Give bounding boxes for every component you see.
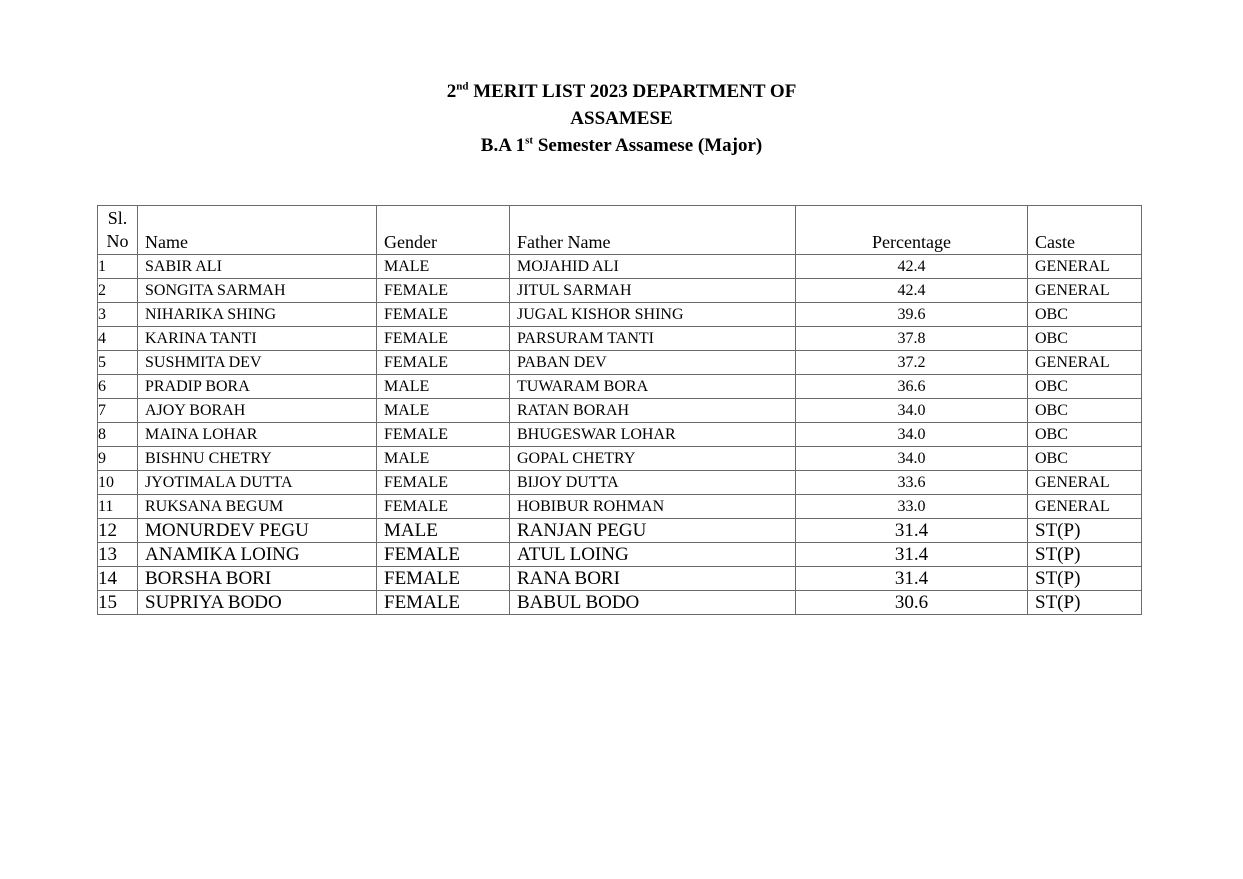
cell-sl-no: 12: [98, 519, 138, 543]
cell-gender: FEMALE: [377, 543, 510, 567]
cell-father-name: JUGAL KISHOR SHING: [510, 303, 796, 327]
table-row: [98, 375, 1142, 399]
cell-percentage: 30.6: [796, 591, 1028, 615]
col-header-caste: Caste: [1028, 206, 1142, 255]
title-prefix: 2: [446, 81, 457, 102]
cell-gender: FEMALE: [377, 591, 510, 615]
cell-father-name: PABAN DEV: [510, 351, 796, 375]
cell-gender: FEMALE: [377, 471, 510, 495]
col-header-sl-no: [98, 206, 138, 255]
cell-gender: FEMALE: [377, 495, 510, 519]
cell-sl-no: 13: [98, 543, 138, 567]
cell-father-name: BABUL BODO: [510, 591, 796, 615]
cell-gender: FEMALE: [377, 327, 510, 351]
cell-sl-no: 2: [98, 279, 138, 303]
cell-name: MAINA LOHAR: [138, 423, 377, 447]
cell-name: JYOTIMALA DUTTA: [138, 471, 377, 495]
cell-sl-no: 8: [98, 423, 138, 447]
title-line-2: ASSAMESE: [570, 108, 673, 129]
table-row: [98, 279, 1142, 303]
cell-sl-no: 14: [98, 567, 138, 591]
cell-name: SUPRIYA BODO: [138, 591, 377, 615]
table-row: [98, 591, 1142, 615]
title-line-1: [0, 78, 1243, 105]
cell-sl-no: 1: [98, 255, 138, 279]
cell-caste: GENERAL: [1028, 471, 1142, 495]
table-row: [98, 423, 1142, 447]
cell-gender: MALE: [377, 375, 510, 399]
table-body: [98, 255, 1142, 615]
cell-percentage: 42.4: [796, 255, 1028, 279]
table-row: [98, 327, 1142, 351]
cell-father-name: BIJOY DUTTA: [510, 471, 796, 495]
cell-caste: ST(P): [1028, 567, 1142, 591]
cell-name: AJOY BORAH: [138, 399, 377, 423]
cell-sl-no: 15: [98, 591, 138, 615]
cell-caste: GENERAL: [1028, 495, 1142, 519]
table-row: [98, 399, 1142, 423]
cell-percentage: 31.4: [796, 567, 1028, 591]
subtitle-superscript: st: [525, 134, 534, 147]
cell-sl-no: 4: [98, 327, 138, 351]
cell-gender: FEMALE: [377, 279, 510, 303]
cell-father-name: TUWARAM BORA: [510, 375, 796, 399]
cell-percentage: 33.0: [796, 495, 1028, 519]
cell-name: SUSHMITA DEV: [138, 351, 377, 375]
cell-gender: FEMALE: [377, 423, 510, 447]
cell-caste: ST(P): [1028, 543, 1142, 567]
cell-caste: ST(P): [1028, 519, 1142, 543]
table-row: [98, 567, 1142, 591]
subtitle-prefix: B.A 1: [480, 135, 526, 156]
table-row: [98, 351, 1142, 375]
cell-caste: OBC: [1028, 423, 1142, 447]
col-header-sl-line1: Sl.: [107, 208, 128, 228]
cell-caste: OBC: [1028, 399, 1142, 423]
cell-name: ANAMIKA LOING: [138, 543, 377, 567]
cell-gender: MALE: [377, 519, 510, 543]
title-superscript: nd: [456, 80, 469, 93]
cell-father-name: GOPAL CHETRY: [510, 447, 796, 471]
cell-gender: MALE: [377, 255, 510, 279]
cell-caste: OBC: [1028, 303, 1142, 327]
table-row: [98, 495, 1142, 519]
cell-father-name: JITUL SARMAH: [510, 279, 796, 303]
table-row: [98, 303, 1142, 327]
cell-gender: MALE: [377, 399, 510, 423]
cell-father-name: RATAN BORAH: [510, 399, 796, 423]
cell-name: RUKSANA BEGUM: [138, 495, 377, 519]
cell-percentage: 33.6: [796, 471, 1028, 495]
table-row: [98, 543, 1142, 567]
cell-father-name: RANA BORI: [510, 567, 796, 591]
cell-percentage: 34.0: [796, 399, 1028, 423]
cell-name: KARINA TANTI: [138, 327, 377, 351]
cell-caste: GENERAL: [1028, 351, 1142, 375]
cell-father-name: HOBIBUR ROHMAN: [510, 495, 796, 519]
cell-sl-no: 6: [98, 375, 138, 399]
col-header-name: Name: [138, 206, 377, 255]
cell-father-name: ATUL LOING: [510, 543, 796, 567]
cell-father-name: RANJAN PEGU: [510, 519, 796, 543]
subtitle-line: [0, 132, 1243, 159]
col-header-gender: Gender: [377, 206, 510, 255]
cell-name: BORSHA BORI: [138, 567, 377, 591]
cell-name: SONGITA SARMAH: [138, 279, 377, 303]
cell-caste: OBC: [1028, 327, 1142, 351]
cell-gender: FEMALE: [377, 567, 510, 591]
cell-name: MONURDEV PEGU: [138, 519, 377, 543]
cell-father-name: MOJAHID ALI: [510, 255, 796, 279]
cell-percentage: 42.4: [796, 279, 1028, 303]
col-header-sl-line2: No: [106, 231, 129, 251]
cell-caste: OBC: [1028, 375, 1142, 399]
table-row: [98, 471, 1142, 495]
subtitle-rest: Semester Assamese (Major): [533, 135, 763, 156]
cell-percentage: 34.0: [796, 447, 1028, 471]
table-header-row: [98, 206, 1142, 255]
cell-sl-no: 10: [98, 471, 138, 495]
cell-percentage: 37.8: [796, 327, 1028, 351]
cell-name: SABIR ALI: [138, 255, 377, 279]
cell-sl-no: 5: [98, 351, 138, 375]
cell-name: PRADIP BORA: [138, 375, 377, 399]
cell-sl-no: 9: [98, 447, 138, 471]
cell-percentage: 39.6: [796, 303, 1028, 327]
cell-gender: FEMALE: [377, 351, 510, 375]
merit-list-table: [97, 205, 1142, 615]
table-row: [98, 447, 1142, 471]
cell-sl-no: 3: [98, 303, 138, 327]
cell-sl-no: 11: [98, 495, 138, 519]
cell-name: NIHARIKA SHING: [138, 303, 377, 327]
cell-father-name: BHUGESWAR LOHAR: [510, 423, 796, 447]
cell-father-name: PARSURAM TANTI: [510, 327, 796, 351]
cell-percentage: 31.4: [796, 543, 1028, 567]
cell-percentage: 36.6: [796, 375, 1028, 399]
cell-percentage: 31.4: [796, 519, 1028, 543]
cell-name: BISHNU CHETRY: [138, 447, 377, 471]
cell-caste: OBC: [1028, 447, 1142, 471]
cell-gender: MALE: [377, 447, 510, 471]
col-header-percentage: Percentage: [796, 206, 1028, 255]
cell-caste: GENERAL: [1028, 279, 1142, 303]
cell-caste: GENERAL: [1028, 255, 1142, 279]
cell-sl-no: 7: [98, 399, 138, 423]
cell-percentage: 34.0: [796, 423, 1028, 447]
table-row: [98, 255, 1142, 279]
col-header-father-name: Father Name: [510, 206, 796, 255]
title-rest: MERIT LIST 2023 DEPARTMENT OF: [468, 81, 797, 102]
table-row: [98, 519, 1142, 543]
cell-percentage: 37.2: [796, 351, 1028, 375]
cell-caste: ST(P): [1028, 591, 1142, 615]
document-header: [0, 78, 1243, 159]
cell-gender: FEMALE: [377, 303, 510, 327]
